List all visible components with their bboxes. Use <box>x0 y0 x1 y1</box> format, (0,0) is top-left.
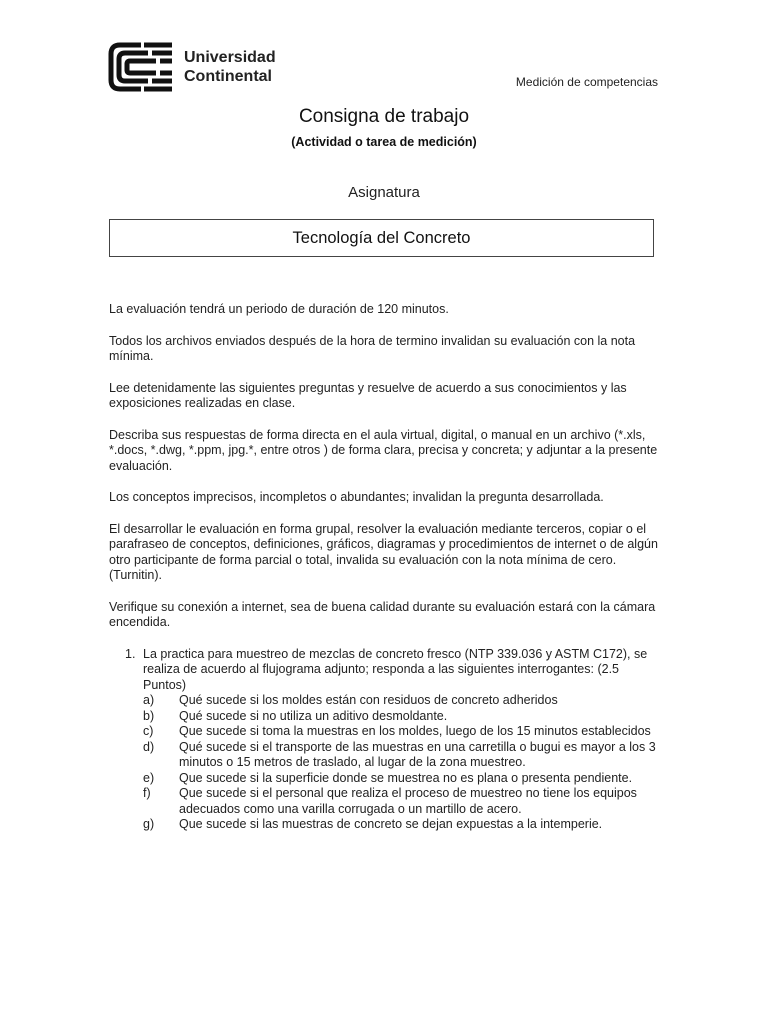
question-item <box>143 740 661 771</box>
question-item <box>143 724 661 740</box>
course-name-box <box>109 219 654 257</box>
item-text: Qué sucede si los moldes están con residuos de concreto adheridos <box>179 693 558 707</box>
item-letter: b) <box>143 708 155 723</box>
item-letter: e) <box>143 770 155 785</box>
question-1 <box>109 647 661 833</box>
instruction-paragraph: Verifique su conexión a internet, sea de buena calidad durante su evaluación estará con la cámara encendida. <box>109 599 656 629</box>
item-letter: f) <box>143 786 151 800</box>
item-text: Qué sucede si no utiliza un aditivo desmoldante. <box>179 708 448 723</box>
instructions-body <box>109 302 661 833</box>
logo-wordmark <box>184 48 276 86</box>
page-title: Consigna de trabajo <box>298 106 470 127</box>
question-number: 1. <box>125 646 136 661</box>
item-text: Qué sucede si el transporte de las muestras en una carretilla o bugui es mayor a los 3 minutos o 15 metros de traslado, al lugar de la zona muestreo. <box>179 739 656 769</box>
question-items <box>107 693 661 833</box>
continental-logo-icon <box>108 42 174 92</box>
question-item <box>143 771 661 787</box>
instruction-paragraph: Los conceptos imprecisos, incompletos o abundantes; invalidan la pregunta desarrollada. <box>109 490 604 504</box>
instruction-paragraph: Describa sus respuestas de forma directa en el aula virtual, digital, o manual en un archivo (*.xls, *.docs, *.dwg, *.ppm, jpg.*, entre otros ) de forma clara, precisa y concreta; y adjuntar a la presente evaluación. <box>109 427 658 473</box>
item-text: Que sucede si el personal que realiza el proceso de muestreo no tiene los equipos adecuados como una varilla corrugada o un martillo de acero. <box>179 786 637 816</box>
university-logo <box>108 42 276 92</box>
header-label: Medición de competencias <box>515 75 658 89</box>
subject-label: Asignatura <box>348 184 420 201</box>
instruction-paragraph: Todos los archivos enviados después de la hora de termino invalidan su evaluación con la nota mínima. <box>109 333 636 363</box>
question-item <box>143 786 661 817</box>
question-item <box>143 817 661 833</box>
instruction-paragraph: La evaluación tendrá un periodo de duración de 120 minutos. <box>109 302 449 316</box>
item-letter: a) <box>143 693 155 707</box>
item-letter: d) <box>143 739 155 754</box>
item-text: Que sucede si las muestras de concreto se dejan expuestas a la intemperie. <box>179 817 603 831</box>
item-letter: g) <box>143 817 155 831</box>
item-text: Que sucede si toma la muestras en los moldes, luego de los 15 minutos establecidos <box>179 724 651 738</box>
instruction-paragraph: El desarrollar le evaluación en forma grupal, resolver la evaluación mediante terceros, copiar o el parafraseo de conceptos, definiciones, gráficos, diagramas y procedimientos de internet o de algún otro participante de forma parcial o total, invalida su evaluación con la nota mínima de cero. (Turnitin). <box>109 521 658 582</box>
course-name: Tecnología del Concreto <box>292 228 471 247</box>
instruction-paragraph: Lee detenidamente las siguientes preguntas y resuelve de acuerdo a sus conocimientos y las exposiciones realizadas en clase. <box>109 380 627 410</box>
page-subtitle: (Actividad o tarea de medición) <box>291 135 477 149</box>
question-text: La practica para muestreo de mezclas de concreto fresco (NTP 339.036 y ASTM C172), se realiza de acuerdo al flujograma adjunto; responda a las siguientes interrogantes: (2.5 Puntos) <box>143 646 648 692</box>
question-item <box>143 693 661 709</box>
item-letter: c) <box>143 724 154 738</box>
question-item <box>143 709 661 725</box>
item-text: Que sucede si la superficie donde se muestrea no es plana o presenta pendiente. <box>179 770 633 785</box>
logo-line-2: Continental <box>184 68 272 85</box>
logo-line-1: Universidad <box>184 49 276 66</box>
